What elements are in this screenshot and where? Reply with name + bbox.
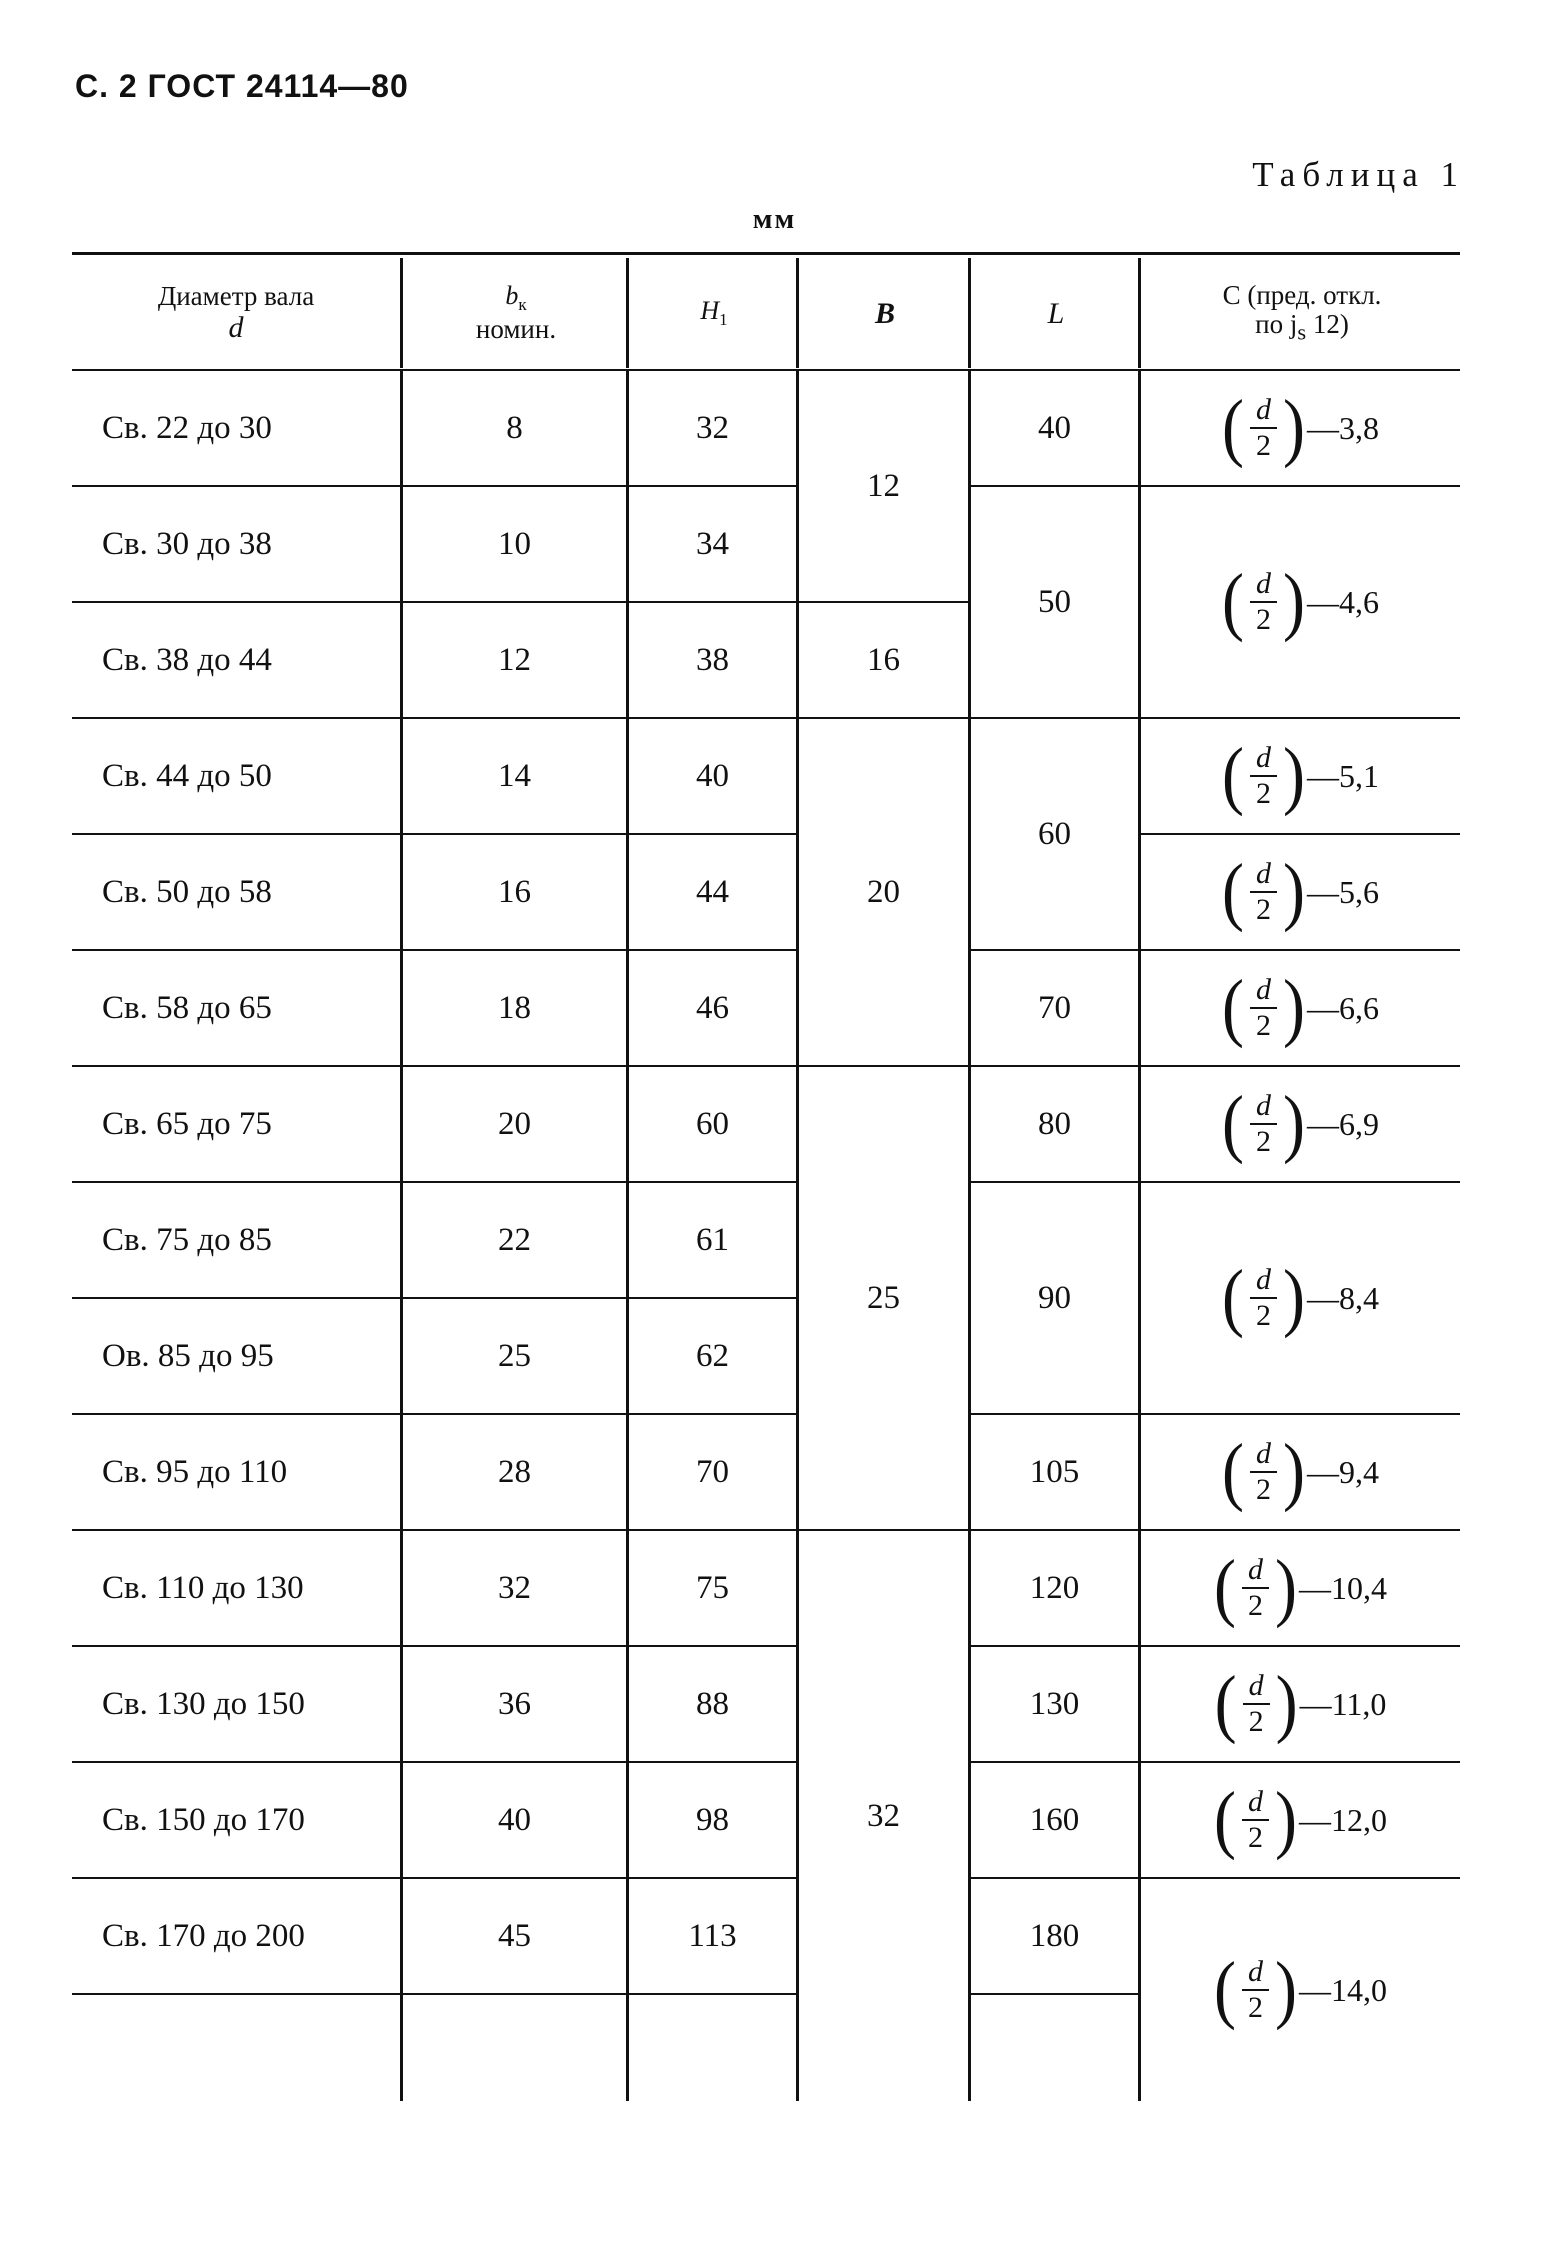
table-cell-b: 20 [796, 719, 968, 1067]
table-cell-l: 130 [968, 1647, 1138, 1763]
formula: ( $\frac{d}{2}$ ) —4,6 [1222, 559, 1379, 644]
table-cell-bk: 18 [400, 951, 626, 1067]
header-c-line1: C (пред. откл. [1222, 279, 1382, 310]
table-cell-diameter: Св. 110 до 130 [72, 1531, 400, 1647]
table-body [72, 371, 1460, 2101]
formula: ( $\frac{d}{2}$ ) —12,0 [1214, 1777, 1387, 1862]
units-label: мм [752, 203, 797, 235]
c-value: —11,0 [1299, 1685, 1387, 1722]
header-c-line2-pre: по j [1255, 309, 1298, 340]
table-cell-c [1138, 835, 1460, 951]
table-cell-bk: 16 [400, 835, 626, 951]
table-cell-c [1138, 487, 1460, 719]
table-cell-b: 25 [796, 1067, 968, 1531]
table-cell-bk: 25 [400, 1299, 626, 1415]
table-cell-diameter: Св. 150 до 170 [72, 1763, 400, 1879]
table-cell-empty [400, 1995, 626, 2101]
table-title: Таблица 1 [1252, 155, 1465, 194]
table-cell-diameter: Св. 95 до 110 [72, 1415, 400, 1531]
table-cell-l: 50 [968, 487, 1138, 719]
table-cell-empty [72, 1995, 400, 2101]
c-value: —12,0 [1298, 1801, 1387, 1838]
header-c [1138, 258, 1463, 368]
table-cell-diameter: Св. 44 до 50 [72, 719, 400, 835]
formula: ( $\frac{d}{2}$ ) —6,6 [1222, 965, 1379, 1050]
table-cell-diameter: Св. 65 до 75 [72, 1067, 400, 1183]
header-bk [400, 258, 629, 368]
table-cell-bk: 36 [400, 1647, 626, 1763]
table-cell-diameter: Ов. 85 до 95 [72, 1299, 400, 1415]
table-cell-h1: 46 [626, 951, 796, 1067]
header-h1-symbol: H [700, 295, 720, 325]
header-c-line2-post: 12) [1306, 309, 1349, 340]
table-cell-h1: 113 [626, 1879, 796, 1995]
formula: ( $\frac{d}{2}$ ) —14,0 [1214, 1947, 1387, 2032]
table-cell-c [1138, 1879, 1460, 2101]
c-value: —6,6 [1306, 989, 1379, 1026]
c-value: —4,6 [1306, 583, 1379, 620]
header-b-symbol: B [874, 296, 895, 330]
formula: ( $\frac{d}{2}$ ) —5,6 [1222, 849, 1379, 934]
table-cell-b: 32 [796, 1531, 968, 2101]
table-cell-l: 70 [968, 951, 1138, 1067]
table-cell-h1: 34 [626, 487, 796, 603]
table-cell-h1: 32 [626, 371, 796, 487]
table-cell-diameter: Св. 170 до 200 [72, 1879, 400, 1995]
c-value: —10,4 [1298, 1569, 1387, 1606]
c-value: —3,8 [1306, 409, 1379, 446]
formula: ( $\frac{d}{2}$ ) —5,1 [1222, 733, 1379, 818]
table-cell-bk: 40 [400, 1763, 626, 1879]
c-value: —14,0 [1298, 1971, 1387, 2008]
table-cell-c [1138, 371, 1460, 487]
table-cell-c [1138, 1531, 1460, 1647]
header-diameter-symbol: d [228, 311, 244, 345]
table-cell-diameter: Св. 50 до 58 [72, 835, 400, 951]
table-cell-l: 180 [968, 1879, 1138, 1995]
c-value: —5,6 [1306, 873, 1379, 910]
table-cell-h1: 60 [626, 1067, 796, 1183]
table-cell-c [1138, 1067, 1460, 1183]
formula: ( $\frac{d}{2}$ ) —11,0 [1214, 1661, 1387, 1746]
table-cell-l: 105 [968, 1415, 1138, 1531]
table-cell-diameter: Св. 130 до 150 [72, 1647, 400, 1763]
table-cell-h1: 88 [626, 1647, 796, 1763]
page-header: С. 2 ГОСТ 24114—80 [75, 68, 409, 104]
table-cell-bk: 22 [400, 1183, 626, 1299]
table-cell-h1: 61 [626, 1183, 796, 1299]
table-cell-l: 90 [968, 1183, 1138, 1415]
header-b [796, 258, 971, 368]
header-diameter-label: Диаметр вала [157, 280, 315, 311]
table-cell-c [1138, 1183, 1460, 1415]
table-cell-h1: 44 [626, 835, 796, 951]
table-cell-c [1138, 719, 1460, 835]
formula: ( $\frac{d}{2}$ ) —8,4 [1222, 1255, 1379, 1340]
table-cell-l: 160 [968, 1763, 1138, 1879]
c-value: —8,4 [1306, 1279, 1379, 1316]
table-cell-diameter: Св. 58 до 65 [72, 951, 400, 1067]
table-top-rule [72, 252, 1460, 255]
table-cell-bk: 14 [400, 719, 626, 835]
table-cell-h1: 40 [626, 719, 796, 835]
table-cell-bk: 20 [400, 1067, 626, 1183]
header-diameter [72, 258, 400, 368]
c-value: —6,9 [1306, 1105, 1379, 1142]
header-h1 [626, 258, 799, 368]
table-cell-c [1138, 1763, 1460, 1879]
table-cell-l: 40 [968, 371, 1138, 487]
table-cell-l: 120 [968, 1531, 1138, 1647]
formula: ( $\frac{d}{2}$ ) —9,4 [1222, 1429, 1379, 1514]
table-cell-bk: 8 [400, 371, 626, 487]
table-cell-c [1138, 951, 1460, 1067]
header-l-symbol: L [1047, 296, 1065, 330]
header-c-line2-sub: s [1297, 319, 1307, 345]
c-value: —5,1 [1306, 757, 1379, 794]
table-cell-bk: 10 [400, 487, 626, 603]
table-cell-c [1138, 1415, 1460, 1531]
table-cell-bk: 12 [400, 603, 626, 719]
table-cell-bk: 45 [400, 1879, 626, 1995]
table-cell-l: 80 [968, 1067, 1138, 1183]
table-cell-c [1138, 1647, 1460, 1763]
table-cell-h1: 98 [626, 1763, 796, 1879]
table-cell-bk: 32 [400, 1531, 626, 1647]
table-cell-h1: 62 [626, 1299, 796, 1415]
table-cell-diameter: Св. 38 до 44 [72, 603, 400, 719]
table-cell-h1: 70 [626, 1415, 796, 1531]
formula: ( $\frac{d}{2}$ ) —3,8 [1222, 385, 1379, 470]
header-h1-sub: 1 [719, 309, 728, 329]
table-cell-diameter: Св. 22 до 30 [72, 371, 400, 487]
header-bk-sub: к [518, 294, 527, 314]
header-l [968, 258, 1141, 368]
formula: ( $\frac{d}{2}$ ) —6,9 [1222, 1081, 1379, 1166]
table-cell-bk: 28 [400, 1415, 626, 1531]
c-value: —9,4 [1306, 1453, 1379, 1490]
table-cell-empty [968, 1995, 1138, 2101]
table-cell-h1: 75 [626, 1531, 796, 1647]
table-cell-b: 12 [796, 371, 968, 603]
header-bk-label: номин. [475, 313, 557, 344]
table-cell-b: 16 [796, 603, 968, 719]
header-bk-symbol: b [505, 280, 519, 310]
table-cell-h1: 38 [626, 603, 796, 719]
table-cell-diameter: Св. 75 до 85 [72, 1183, 400, 1299]
formula: ( $\frac{d}{2}$ ) —10,4 [1214, 1545, 1387, 1630]
table-cell-empty [626, 1995, 796, 2101]
table-cell-diameter: Св. 30 до 38 [72, 487, 400, 603]
table-cell-l: 60 [968, 719, 1138, 951]
